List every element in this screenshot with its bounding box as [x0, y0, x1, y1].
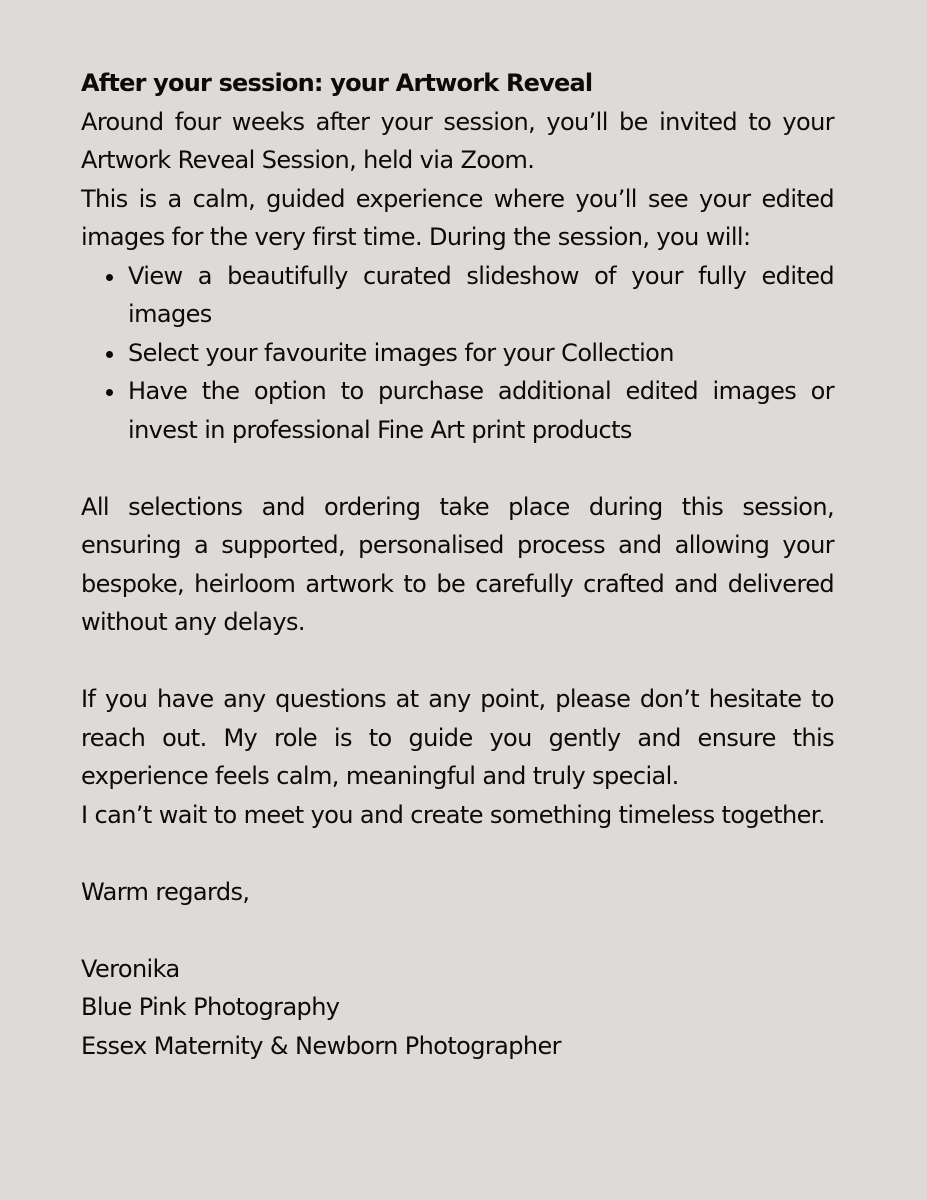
spacer: [81, 911, 834, 950]
signature-title: Essex Maternity & Newborn Photographer: [81, 1031, 561, 1060]
closing-paragraph-1: If you have any questions at any point, please don’t hesitate to reach out. My role is to guide you gently and ensure this experience feels calm, meaningful and truly special.: [81, 685, 834, 790]
signature-business: Blue Pink Photography: [81, 993, 340, 1021]
spacer: [81, 449, 834, 488]
document-page: [81, 64, 834, 1065]
session-bullet-list: [81, 257, 834, 450]
bullet-item: Have the option to purchase additional edited images or invest in professional Fine Art print products: [128, 372, 834, 449]
bullet-item: Select your favourite images for your Collection: [128, 334, 834, 373]
spacer: [81, 642, 834, 681]
signature-name: Veronika: [81, 954, 180, 983]
spacer: [81, 834, 834, 873]
intro-paragraph-2: This is a calm, guided experience where you’ll see your edited images for the very first time. During the session, you will:: [81, 184, 834, 251]
closing-paragraph-2: I can’t wait to meet you and create something timeless together.: [81, 800, 825, 829]
section-heading: After your session: your Artwork Reveal: [81, 69, 593, 97]
bullet-item: View a beautifully curated slideshow of your fully edited images: [128, 257, 834, 334]
sign-off: Warm regards,: [81, 877, 250, 906]
intro-paragraph-1: Around four weeks after your session, you’ll be invited to your Artwork Reveal Session, held via Zoom.: [81, 107, 834, 174]
selections-paragraph: All selections and ordering take place during this session, ensuring a supported, personalised process and allowing your bespoke, heirloom artwork to be carefully crafted and delivered without any delays.: [81, 492, 834, 636]
